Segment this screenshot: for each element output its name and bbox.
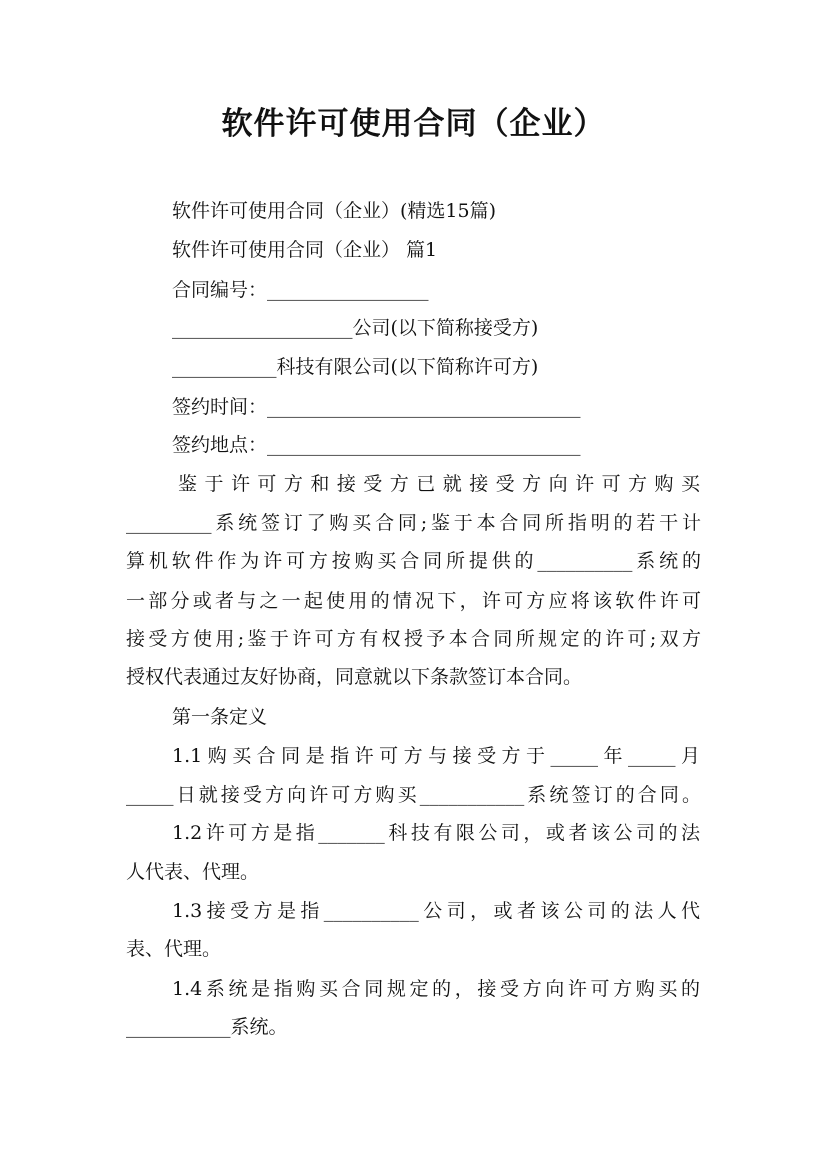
paragraph-line: 一部分或者与之一起使用的情况下，许可方应将该软件许可: [126, 590, 701, 612]
signing-place-line: 签约地点：_________________________________: [172, 434, 581, 456]
clause-line: 人代表、代理。: [126, 861, 260, 883]
clause-line: 1.3接受方是指__________公司，或者该公司的法人代: [172, 900, 700, 922]
clause-line: 1.1购买合同是指许可方与接受方于_____年_____月: [172, 745, 700, 767]
section-heading: 软件许可使用合同（企业） 篇1: [172, 239, 438, 261]
article-heading: 第一条定义: [172, 706, 268, 728]
paragraph-line: 接受方使用;鉴于许可方有权授予本合同所规定的许可;双方: [126, 628, 701, 650]
paragraph-line: 算机软件作为许可方按购买合同所提供的__________系统的: [126, 550, 701, 572]
clause-line: _____日就接受方向许可方购买___________系统签订的合同。: [126, 784, 701, 806]
clause-line: 1.2许可方是指_______科技有限公司，或者该公司的法: [172, 822, 700, 844]
contract-number-line: 合同编号：_________________: [172, 279, 429, 301]
paragraph-line: _________系统签订了购买合同;鉴于本合同所指明的若干计: [126, 512, 701, 534]
paragraph-line: 授权代表通过友好协商，同意就以下条款签订本合同。: [126, 666, 583, 688]
licensee-line: ___________________公司(以下简称接受方): [172, 317, 539, 339]
document-title: 软件许可使用合同（企业）: [221, 106, 606, 142]
signing-time-line: 签约时间：_________________________________: [172, 396, 581, 418]
clause-line: 1.4系统是指购买合同规定的，接受方向许可方购买的: [172, 978, 700, 1000]
clause-line: ___________系统。: [126, 1016, 288, 1038]
clause-line: 表、代理。: [126, 938, 222, 960]
licensor-line: ___________科技有限公司(以下简称许可方): [172, 356, 539, 378]
subtitle-line: 软件许可使用合同（企业）(精选15篇): [172, 200, 497, 222]
paragraph-line: 鉴于许可方和接受方已就接受方向许可方购买: [178, 473, 700, 495]
